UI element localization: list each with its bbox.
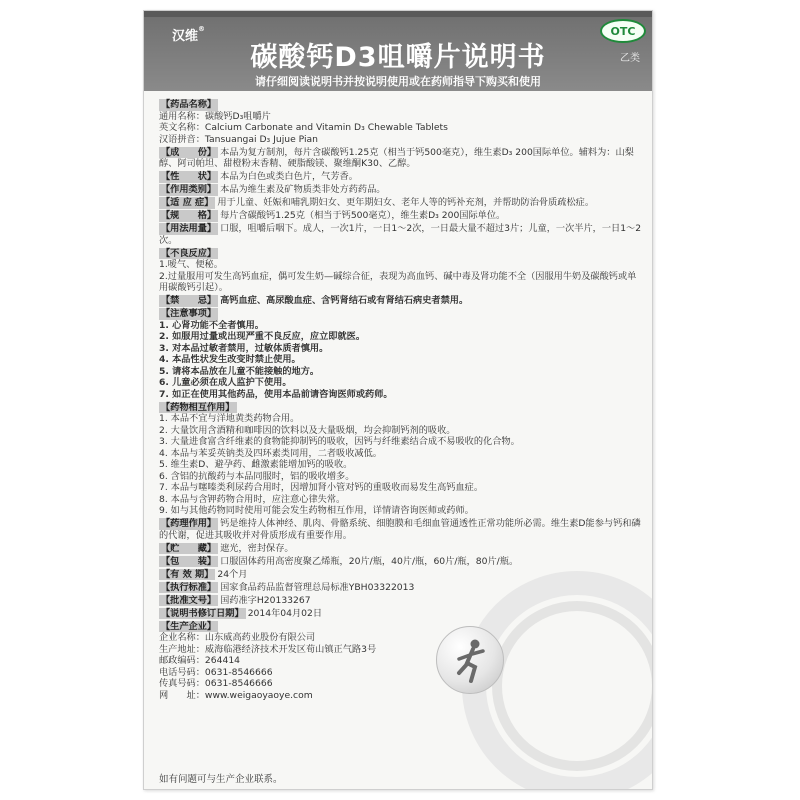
- label-pharmacology: 【药理作用】: [161, 518, 217, 529]
- label-usage: 【用法用量】: [161, 223, 217, 234]
- section-indication: [159, 197, 645, 209]
- brand-name: 汉维: [172, 29, 199, 44]
- section-interactions: [159, 402, 645, 414]
- drug-name-line: 汉语拼音：Tansuangai D₃ Jujue Pian: [159, 133, 318, 145]
- section-drug-name: [159, 99, 645, 111]
- label-precautions: 【注意事项】: [161, 308, 217, 319]
- list-item: 7. 如正在使用其他药品，使用本品前请咨询医师或药师。: [159, 388, 393, 400]
- appearance-text: 本品为白色或类白色片，气芳香。: [220, 171, 358, 182]
- manufacturer-line: 传真号码：0631-8546666: [159, 678, 273, 689]
- section-appearance: [159, 171, 645, 183]
- usage-text: 口服，咀嚼后咽下。成人，一次1片，一日1～2次，一日最大量不超过3片；儿童，一次半片，一日1～2次。: [159, 223, 642, 246]
- label-ingredients: 【成 份】: [161, 146, 217, 158]
- list-item: 8. 本品与含钾药物合用时，应注意心律失常。: [159, 493, 346, 505]
- manufacturer-line: 生产地址：威海临港经济技术开发区荀山镇正气路3号: [159, 643, 377, 655]
- label-approval: 【批准文号】: [161, 594, 217, 606]
- instruction-sheet: [143, 10, 653, 790]
- list-item: 5. 维生素D、避孕药、雌激素能增加钙的吸收。: [159, 459, 353, 470]
- manufacturer-line: 电话号码：0631-8546666: [159, 666, 273, 678]
- category-text: 本品为维生素及矿物质类非处方药药品。: [220, 184, 386, 195]
- revision-text: 2014年04月02日: [247, 607, 323, 619]
- section-package: [159, 556, 645, 568]
- list-item: 6. 含铝的抗酸药与本品同服时，铝的吸收增多。: [159, 470, 355, 482]
- list-item: 1.嗳气、便秘。: [159, 259, 223, 270]
- storage-text: 遮光，密封保存。: [220, 542, 294, 554]
- document-title: 碳酸钙D3咀嚼片说明书: [250, 42, 546, 73]
- manufacturer-line: 邮政编码：264414: [159, 655, 241, 666]
- category-label: 乙类: [620, 53, 640, 64]
- list-item: 2. 如服用过量或出现严重不良反应，应立即就医。: [159, 331, 366, 342]
- label-appearance: 【性 状】: [161, 171, 217, 182]
- list-item: 6. 儿童必须在成人监护下使用。: [159, 377, 292, 388]
- section-ingredients: [159, 147, 645, 170]
- list-item: 2. 大量饮用含酒精和咖啡因的饮料以及大量吸烟，均会抑制钙剂的吸收。: [159, 424, 456, 436]
- section-adverse: [159, 248, 645, 260]
- ingredients-text: 本品为复方制剂，每片含碳酸钙1.25克（相当于钙500毫克），维生素D₃ 200国际单位。辅料为：山梨醇、阿司帕坦、甜橙粉末香精、硬脂酸镁、聚维酮K30、乙醇。: [159, 146, 634, 169]
- label-category: 【作用类别】: [161, 184, 217, 195]
- list-item: 4. 本品与苯妥英钠类及四环素类同用，二者吸收减低。: [159, 447, 382, 459]
- drug-name-line: 通用名称：碳酸钙D₃咀嚼片: [159, 110, 271, 122]
- section-storage: [159, 543, 645, 555]
- list-item: 3. 大量进食富含纤维素的食物能抑制钙的吸收，因钙与纤维素结合成不易吸收的化合物。: [159, 436, 520, 447]
- footer-note: 如有问题可与生产企业联系。: [159, 774, 283, 785]
- document-subtitle: 请仔细阅读说明书并按说明使用或在药师指导下购买和使用: [255, 75, 541, 88]
- label-storage: 【贮 藏】: [161, 542, 217, 554]
- section-validity: [159, 569, 645, 581]
- list-item: 9. 如与其他药物同时使用可能会发生药物相互作用，详情请咨询医师或药师。: [159, 505, 474, 516]
- list-item: 7. 本品与噻嗪类利尿药合用时，因增加肾小管对钙的重吸收而易发生高钙血症。: [159, 482, 484, 493]
- list-item: 3. 对本品过敏者禁用，过敏体质者慎用。: [159, 342, 329, 354]
- list-item: 2.过量服用可发生高钙血症，偶可发生奶—碱综合征，表现为高血钙、碱中毒及肾功能不全（因服用牛奶及碳酸钙或单用碳酸钙引起）。: [159, 270, 637, 293]
- section-pharmacology: [159, 518, 645, 541]
- section-revision: [159, 608, 645, 620]
- document-body: [159, 99, 645, 701]
- label-specification: 【规 格】: [161, 210, 217, 221]
- package-text: 口服固体药用高密度聚乙烯瓶，20片/瓶，40片/瓶，60片/瓶，80片/瓶。: [220, 555, 519, 567]
- standard-text: 国家食品药品监督管理总局标准YBH03322013: [220, 581, 415, 593]
- section-usage: [159, 223, 645, 246]
- manufacturer-line: 企业名称：山东威高药业股份有限公司: [159, 632, 316, 643]
- validity-text: 24个月: [217, 568, 248, 580]
- label-standard: 【执行标准】: [161, 581, 217, 593]
- brand-mark: ®: [198, 25, 206, 33]
- otc-label: OTC: [610, 24, 636, 38]
- section-specification: [159, 210, 645, 222]
- section-manufacturer: [159, 621, 645, 633]
- label-revision: 【说明书修订日期】: [161, 607, 244, 619]
- manufacturer-website: 网 址：www.weigaoyaoye.com: [159, 689, 313, 701]
- section-standard: [159, 582, 645, 594]
- drug-name-line: 英文名称：Calcium Carbonate and Vitamin D₃ Chewable Tablets: [159, 122, 448, 133]
- section-precautions: [159, 308, 645, 320]
- contraindication-text: 高钙血症、高尿酸血症、含钙肾结石或有肾结石病史者禁用。: [220, 295, 469, 306]
- indication-text: 用于儿童、妊娠和哺乳期妇女、更年期妇女、老年人等的钙补充剂，并帮助防治骨质疏松症。: [217, 197, 595, 208]
- approval-text: 国药准字H20133267: [220, 594, 311, 606]
- header-banner: [144, 11, 652, 91]
- section-category: [159, 184, 645, 196]
- label-manufacturer: 【生产企业】: [161, 620, 217, 632]
- list-item: 1. 心肾功能不全者慎用。: [159, 319, 264, 331]
- list-item: 5. 请将本品放在儿童不能接触的地方。: [159, 365, 320, 377]
- label-indication: 【适 应 症】: [161, 197, 214, 208]
- label-drug-name: 【药品名称】: [161, 99, 217, 110]
- specification-text: 每片含碳酸钙1.25克（相当于钙500毫克），维生素D₃ 200国际单位。: [220, 210, 506, 221]
- section-approval: [159, 595, 645, 607]
- label-interactions: 【药物相互作用】: [161, 401, 235, 413]
- header-band: [144, 11, 652, 17]
- label-adverse: 【不良反应】: [161, 247, 217, 259]
- section-contraindication: [159, 295, 645, 307]
- label-package: 【包 装】: [161, 555, 217, 567]
- list-item: 1. 本品不宜与洋地黄类药物合用。: [159, 413, 300, 424]
- label-contraindication: 【禁 忌】: [161, 295, 217, 306]
- list-item: 4. 本品性状发生改变时禁止使用。: [159, 354, 301, 365]
- pharmacology-text: 钙是维持人体神经、肌肉、骨骼系统、细胞膜和毛细血管通透性正常功能所必需。维生素D能参与钙和磷的代谢，促进其吸收并对骨质形成有重要作用。: [159, 518, 641, 541]
- label-validity: 【有 效 期】: [161, 568, 214, 580]
